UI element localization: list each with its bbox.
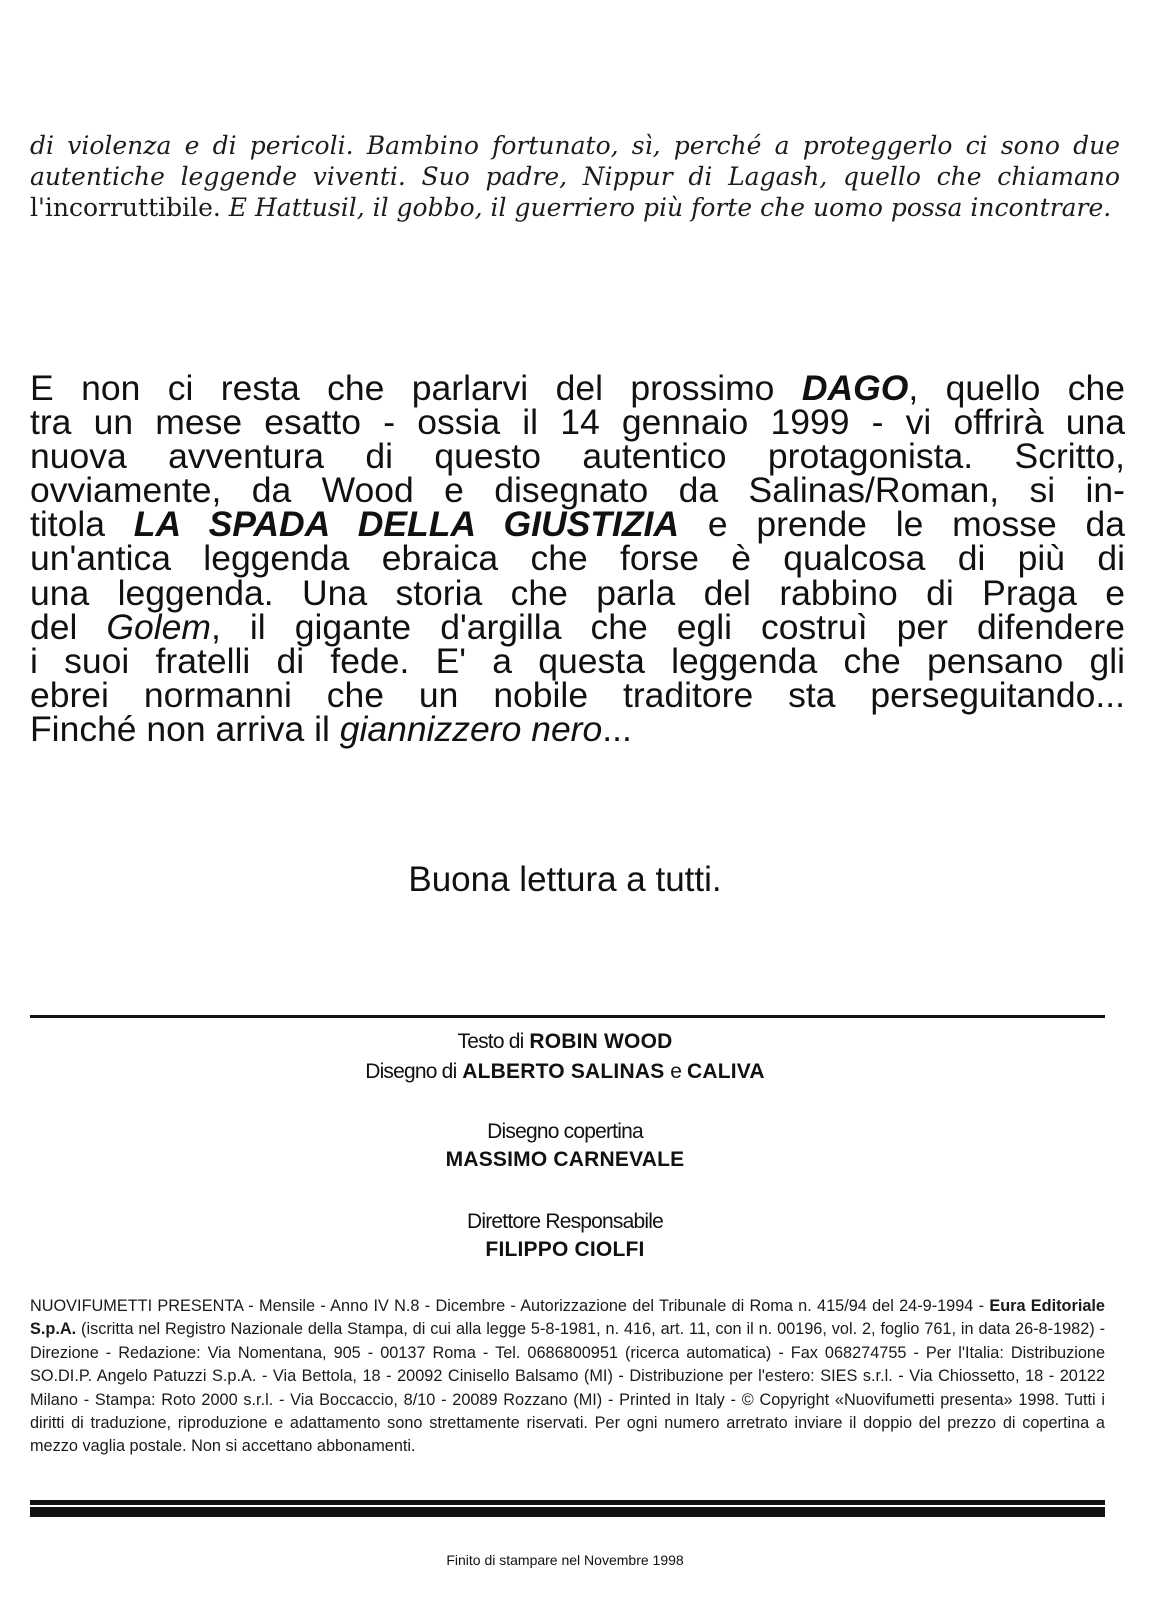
credit-text-name: ROBIN WOOD bbox=[529, 1030, 673, 1053]
print-date-footer: Finito di stampare nel Novembre 1998 bbox=[446, 1552, 684, 1568]
greeting-line: Buona lettura a tutti. bbox=[408, 860, 722, 899]
dago-title: DAGO bbox=[801, 368, 909, 408]
credit-director-name-text: FILIPPO CIOLFI bbox=[485, 1238, 645, 1261]
credit-text-label: Testo di bbox=[457, 1030, 524, 1053]
main-paragraph bbox=[30, 368, 1126, 749]
main-line-8-text: del bbox=[30, 606, 107, 647]
credit-director-label bbox=[0, 1208, 1130, 1235]
legal-text-1: NUOVIFUMETTI PRESENTA - Mensile - Anno IV N.8 - Dicembre - Autorizzazione del Tribunale di Roma n. 415/94 del 24-9-1994 - bbox=[30, 1297, 990, 1315]
main-line-3: nuova avventura di questo autentico protagonista. Scritto, bbox=[30, 436, 1125, 477]
publisher-name: Eura Editoriale S.p.A. bbox=[30, 1297, 1105, 1339]
main-line-8 bbox=[30, 606, 1125, 647]
main-line-6: un'antica leggenda ebraica che forse è qualcosa di più di bbox=[30, 538, 1125, 579]
top-divider bbox=[30, 1015, 1105, 1018]
main-line-10: ebrei normanni che un nobile traditore sta perseguitando... bbox=[30, 674, 1125, 715]
intro-text-1: di violenza e di pericoli. Bambino fortunato, sì, perché a proteggerlo ci sono due autentiche leggende viventi. Suo padre, Nippur di Lagash, quello che chiamano bbox=[30, 131, 1120, 191]
credit-cover-name-text: MASSIMO CARNEVALE bbox=[445, 1148, 685, 1171]
main-line-5 bbox=[30, 504, 1125, 545]
intro-paragraph bbox=[30, 130, 1120, 223]
credit-cover-label bbox=[0, 1118, 1130, 1145]
credit-drawing-name-2: CALIVA bbox=[686, 1060, 765, 1083]
main-line-1-text: E non ci resta che parlarvi del prossimo bbox=[30, 368, 802, 408]
credit-cover-name bbox=[0, 1146, 1130, 1173]
golem-word: Golem bbox=[106, 606, 211, 647]
credit-cover-label-text: Disegno copertina bbox=[487, 1120, 643, 1143]
main-line-4: ovviamente, da Wood e disegnato da Salinas/Roman, si in- bbox=[30, 470, 1125, 511]
main-line-5-end: e prende le mosse da bbox=[679, 504, 1125, 545]
legal-text-2: (iscritta nel Registro Nazionale della Stampa, di cui alla legge 5-8-1981, n. 416, art. 11, con il n. 00196, vol. 2, foglio 761, in data 26-8-1982) - Direzione - Redazione: Via Nomentana, 905 - 00137 Roma - Tel. 0686800951 (ricerca automatica) - Fax 068274755 - Per l'Italia: Distribuzione SO.DI.P. Angelo Patuzzi S.p.A. - Via Bettola, 18 - 20092 Cinisello Balsamo (MI) - Distribuzione per l'estero: SIES s.r.l. - Via Chiossetto, 18 - 20122 Milano - Stampa: Roto 2000 s.r.l. - Via Boccaccio, 8/10 - 20089 Rozzano (MI) - Printed in Italy - © Copyright «Nuovifumetti presenta» 1998. Tutti i diritti di traduzione, riproduzione e adattamento sono strettamente riservati. Per ogni numero arretrato inviare il doppio del prezzo di copertina a mezzo vaglia postale. Non si accettano abbonamenti. bbox=[30, 1320, 1105, 1456]
main-line-9: i suoi fratelli di fede. E' a questa leggenda che pensano gli bbox=[30, 640, 1125, 681]
main-line-8-end: , il gigante d'argilla che egli costruì per difendere bbox=[210, 606, 1125, 647]
credit-drawing-label: Disegno di bbox=[365, 1060, 457, 1083]
credit-drawing bbox=[0, 1058, 1130, 1085]
main-line-7: una leggenda. Una storia che parla del rabbino di Praga e bbox=[30, 572, 1125, 613]
bottom-divider bbox=[30, 1500, 1105, 1517]
main-line-11-text: Finché non arriva il bbox=[30, 708, 340, 749]
credit-drawing-name-1: ALBERTO SALINAS bbox=[462, 1060, 665, 1083]
main-line-11 bbox=[30, 708, 1125, 749]
legal-notice bbox=[30, 1295, 1105, 1459]
credit-text bbox=[0, 1028, 1130, 1055]
main-line-11-end: ... bbox=[602, 708, 632, 749]
main-line-1-end: , quello che bbox=[908, 368, 1126, 408]
giannizzero-words: giannizzero nero bbox=[339, 708, 603, 749]
credit-director-name bbox=[0, 1236, 1130, 1263]
credit-drawing-conj: e bbox=[670, 1060, 682, 1083]
intro-text-3: E Hattusil, il gobbo, il guerriero più forte che uomo possa incontrare. bbox=[220, 193, 1112, 222]
intro-text-2: l'incorruttibile. bbox=[30, 193, 221, 222]
credit-director-label-text: Direttore Responsabile bbox=[466, 1210, 663, 1233]
main-line-1 bbox=[30, 368, 1126, 408]
main-line-5-text: titola bbox=[30, 504, 134, 545]
story-title: LA SPADA DELLA GIUSTIZIA bbox=[133, 504, 680, 545]
main-line-2: tra un mese esatto - ossia il 14 gennaio 1999 - vi offrirà una bbox=[30, 402, 1125, 443]
